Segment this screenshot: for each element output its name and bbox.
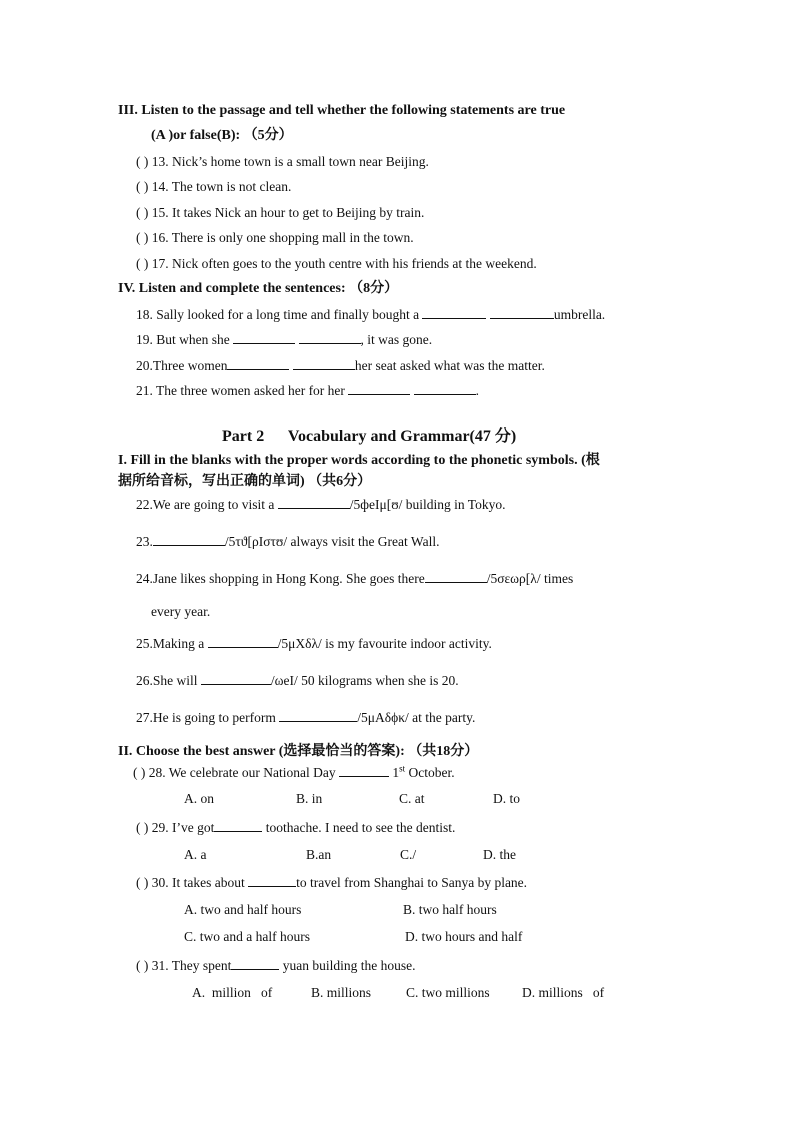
option-a[interactable]: A. on — [184, 791, 214, 806]
answer-paren: ( ) — [136, 256, 149, 271]
question-29 — [136, 818, 455, 837]
question-text: 27.He is going to perform — [136, 710, 276, 725]
question-27 — [136, 708, 475, 727]
phonetic-text: /5τϑ[ρIστʊ/ always visit the Great Wall. — [224, 534, 440, 549]
option-d[interactable]: D. to — [493, 791, 520, 806]
option-d[interactable]: D. millions of — [522, 985, 605, 1000]
option-b[interactable]: B. millions — [311, 985, 372, 1000]
phonetic-text: /ωeI/ 50 kilograms when she is 20. — [270, 673, 459, 688]
answer-blank[interactable] — [208, 634, 278, 648]
answer-blank[interactable] — [248, 873, 296, 887]
section-1-heading: I. Fill in the blanks with the proper words according to the phonetic symbols. (根 — [118, 453, 600, 468]
answer-blank[interactable] — [425, 569, 487, 583]
question-text: 31. They spent — [151, 958, 232, 973]
question-text: 18. Sally looked for a long time and finally bought a — [136, 307, 420, 322]
question-text: yuan building the house. — [282, 958, 416, 973]
option-b[interactable]: B. two half hours — [403, 902, 497, 917]
question-18 — [136, 305, 605, 324]
question-text: 22.We are going to visit a — [136, 497, 275, 512]
question-24-cont: every year. — [151, 604, 211, 619]
question-21 — [136, 381, 479, 400]
question-text: 19. But when she — [136, 332, 230, 347]
question-text: 15. It takes Nick an hour to get to Beijing by train. — [151, 205, 425, 220]
question-text: 24.Jane likes shopping in Hong Kong. She goes there — [136, 571, 425, 586]
question-text: 23. — [136, 534, 153, 549]
question-text: 21. The three women asked her for her — [136, 383, 345, 398]
question-text: 17. Nick often goes to the youth centre with his friends at the weekend. — [151, 256, 537, 271]
question-text: her seat asked what was the matter. — [354, 358, 545, 373]
answer-blank[interactable] — [231, 956, 279, 970]
answer-blank[interactable] — [490, 305, 554, 319]
question-text: 16. There is only one shopping mall in the town. — [151, 230, 414, 245]
question-30 — [136, 873, 527, 892]
section-4-heading: IV. Listen and complete the sentences: （8分） — [118, 281, 399, 296]
answer-paren: ( ) — [136, 820, 149, 835]
answer-blank[interactable] — [233, 330, 295, 344]
question-31 — [136, 956, 415, 975]
question-24 — [136, 569, 573, 588]
answer-blank[interactable] — [339, 763, 389, 777]
answer-paren: ( ) — [136, 205, 149, 220]
question-text: 26.She will — [136, 673, 198, 688]
answer-paren: ( ) — [136, 154, 149, 169]
answer-paren: ( ) — [136, 230, 149, 245]
question-text: 1 — [392, 765, 400, 780]
question-14 — [136, 178, 291, 196]
question-26 — [136, 671, 459, 690]
answer-paren: ( ) — [133, 765, 146, 780]
answer-blank[interactable] — [422, 305, 486, 319]
question-text: 30. It takes about — [151, 875, 245, 890]
option-a[interactable]: A. million of — [192, 985, 273, 1000]
question-text: umbrella. — [553, 307, 606, 322]
option-d[interactable]: D. two hours and half — [405, 929, 523, 944]
question-text: 13. Nick’s home town is a small town near Beijing. — [151, 154, 429, 169]
answer-blank[interactable] — [348, 381, 410, 395]
option-a[interactable]: A. a — [184, 847, 207, 862]
section-3-heading-cont: (A )or false(B): （5分） — [151, 128, 293, 143]
section-3-heading: III. Listen to the passage and tell whether the following statements are true — [118, 103, 566, 118]
question-16 — [136, 229, 414, 247]
option-d[interactable]: D. the — [483, 847, 516, 862]
ordinal-suffix: st — [399, 763, 406, 774]
question-text: 28. We celebrate our National Day — [148, 765, 336, 780]
question-text: , it was gone. — [360, 332, 433, 347]
section-2-heading: II. Choose the best answer (选择最恰当的答案): （共18分） — [118, 744, 479, 759]
answer-blank[interactable] — [227, 356, 289, 370]
question-text: 20.Three women — [136, 358, 228, 373]
answer-blank[interactable] — [214, 818, 262, 832]
answer-paren: ( ) — [136, 958, 149, 973]
question-28 — [133, 763, 455, 782]
answer-blank[interactable] — [299, 330, 361, 344]
question-22 — [136, 495, 505, 514]
option-c[interactable]: C. at — [399, 791, 425, 806]
option-a[interactable]: A. two and half hours — [184, 902, 302, 917]
question-25 — [136, 634, 492, 653]
option-b[interactable]: B.an — [306, 847, 332, 862]
answer-blank[interactable] — [278, 495, 350, 509]
answer-blank[interactable] — [414, 381, 476, 395]
phonetic-text: /5σεωρ[λ/ times — [486, 571, 574, 586]
option-c[interactable]: C. two and a half hours — [184, 929, 310, 944]
question-19 — [136, 330, 432, 349]
question-text: toothache. I need to see the dentist. — [265, 820, 456, 835]
question-20 — [136, 356, 545, 375]
part-2-title: Part 2 Vocabulary and Grammar(47 分) — [222, 428, 517, 445]
answer-paren: ( ) — [136, 179, 149, 194]
answer-blank[interactable] — [279, 708, 357, 722]
option-c[interactable]: C./ — [400, 847, 417, 862]
option-c[interactable]: C. two millions — [406, 985, 490, 1000]
question-text: October. — [405, 765, 455, 780]
answer-paren: ( ) — [136, 875, 149, 890]
question-text: 29. I’ve got — [151, 820, 215, 835]
question-text: to travel from Shanghai to Sanya by plane. — [296, 875, 528, 890]
question-text: 25.Making a — [136, 636, 205, 651]
question-23 — [136, 532, 439, 551]
answer-blank[interactable] — [153, 532, 225, 546]
section-1-heading-cont: 据所给音标，写出正确的单词) （共6分） — [118, 474, 372, 489]
question-text: . — [475, 383, 480, 398]
question-15 — [136, 204, 424, 222]
phonetic-text: /5μΑδϕκ/ at the party. — [357, 710, 476, 725]
question-text: 14. The town is not clean. — [151, 179, 292, 194]
answer-blank[interactable] — [293, 356, 355, 370]
question-13 — [136, 153, 429, 171]
phonetic-text: /5фeIμ[ʊ/ building in Tokyo. — [349, 497, 506, 512]
phonetic-text: /5μΧδλ/ is my favourite indoor activity. — [277, 636, 492, 651]
option-b[interactable]: B. in — [296, 791, 323, 806]
answer-blank[interactable] — [201, 671, 271, 685]
question-17 — [136, 255, 537, 273]
